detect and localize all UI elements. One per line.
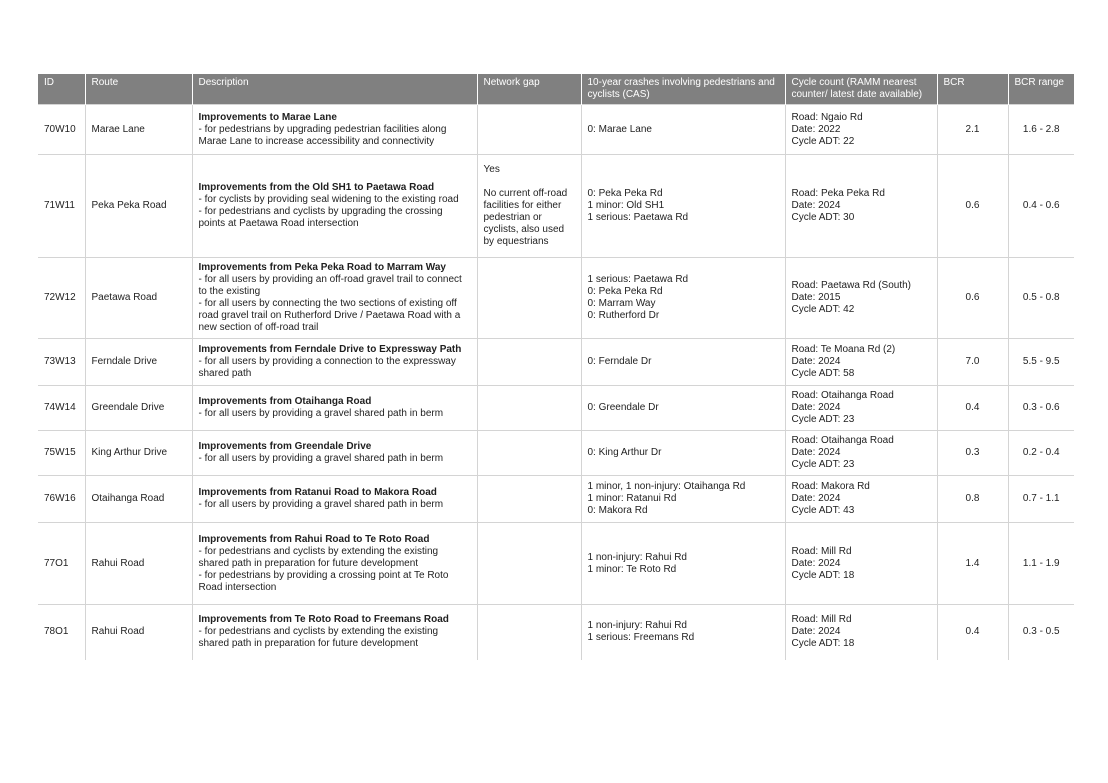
- cell-description: [192, 339, 477, 386]
- crash-entry: 1 non-injury: Rahui Rd: [587, 620, 687, 632]
- count-date: Date: 2022: [791, 123, 841, 135]
- cell-crashes: [581, 339, 785, 386]
- cell-description: [192, 523, 477, 605]
- count-road: Road: Paetawa Rd (South): [791, 280, 912, 291]
- description-line: - for pedestrians and cyclists by extending the existing shared path in preparation for future development: [198, 545, 439, 569]
- count-road: Road: Mill Rd: [791, 614, 852, 626]
- cell-id: 71W11: [38, 155, 85, 258]
- cell-id: 76W16: [38, 476, 85, 523]
- count-adt: Cycle ADT: 23: [791, 414, 855, 425]
- cell-id: 72W12: [38, 258, 85, 339]
- cell-bcr-range: 0.4 - 0.6: [1008, 155, 1074, 258]
- description-title: Improvements to Marae Lane: [198, 111, 337, 123]
- cell-description: [192, 476, 477, 523]
- header-bcr-range: BCR range: [1008, 74, 1074, 105]
- header-route: Route: [85, 74, 192, 105]
- cell-bcr: 0.6: [937, 155, 1008, 258]
- description-title: Improvements from Peka Peka Road to Marram Way: [198, 262, 446, 273]
- cell-crashes: [581, 431, 785, 476]
- description-line: - for pedestrians by upgrading pedestrian facilities along Marae Lane to increase accessibility and connectivity: [198, 123, 447, 147]
- count-road: Road: Ngaio Rd: [791, 111, 863, 123]
- description-line: - for pedestrians by providing a crossing point at Te Roto Road intersection: [198, 569, 449, 593]
- count-date: Date: 2024: [791, 447, 841, 458]
- cell-cycle-count: [785, 431, 937, 476]
- count-road: Road: Makora Rd: [791, 481, 870, 492]
- header-network-gap: Network gap: [477, 74, 581, 105]
- cell-network-gap: [477, 523, 581, 605]
- network-gap-flag: Yes: [483, 164, 500, 175]
- crash-entry: 0: Rutherford Dr: [587, 310, 660, 321]
- description-title: Improvements from Greendale Drive: [198, 441, 372, 452]
- count-adt: Cycle ADT: 18: [791, 569, 855, 581]
- header-id: ID: [38, 74, 85, 105]
- description-line: - for all users by providing an off-road gravel trail to connect to the existing: [198, 274, 462, 297]
- cell-route: Ferndale Drive: [85, 339, 192, 386]
- description-title: Improvements from Otaihanga Road: [198, 396, 372, 407]
- cell-description: [192, 431, 477, 476]
- count-adt: Cycle ADT: 18: [791, 638, 855, 650]
- cell-crashes: [581, 523, 785, 605]
- cell-crashes: [581, 105, 785, 155]
- description-title: Improvements from Te Roto Road to Freemans Road: [198, 614, 449, 626]
- cell-cycle-count: [785, 386, 937, 431]
- count-road: Road: Peka Peka Rd: [791, 188, 885, 199]
- cell-bcr: 7.0: [937, 339, 1008, 386]
- count-road: Road: Otaihanga Road: [791, 390, 894, 401]
- count-date: Date: 2024: [791, 356, 841, 367]
- cell-network-gap: [477, 605, 581, 660]
- count-adt: Cycle ADT: 58: [791, 368, 855, 379]
- cell-id: 77O1: [38, 523, 85, 605]
- table-row: [38, 105, 1074, 155]
- cell-bcr: 0.4: [937, 386, 1008, 431]
- cell-cycle-count: [785, 523, 937, 605]
- cell-network-gap: [477, 431, 581, 476]
- cell-bcr-range: 1.6 - 2.8: [1008, 105, 1074, 155]
- count-date: Date: 2024: [791, 493, 841, 504]
- cell-route: Otaihanga Road: [85, 476, 192, 523]
- cell-description: [192, 386, 477, 431]
- count-date: Date: 2024: [791, 402, 841, 413]
- cell-cycle-count: [785, 605, 937, 660]
- cell-id: 75W15: [38, 431, 85, 476]
- cell-route: Rahui Road: [85, 605, 192, 660]
- cell-route: King Arthur Drive: [85, 431, 192, 476]
- cell-bcr-range: 1.1 - 1.9: [1008, 523, 1074, 605]
- cell-cycle-count: [785, 339, 937, 386]
- description-title: Improvements from Ratanui Road to Makora Road: [198, 487, 437, 498]
- table-row: [38, 431, 1074, 476]
- cell-bcr: 2.1: [937, 105, 1008, 155]
- description-line: - for pedestrians and cyclists by upgrading the crossing points at Paetawa Road intersection: [198, 206, 443, 229]
- count-date: Date: 2024: [791, 200, 841, 211]
- cell-route: Rahui Road: [85, 523, 192, 605]
- count-date: Date: 2024: [791, 557, 841, 569]
- cell-bcr: 0.4: [937, 605, 1008, 660]
- crash-entry: 1 serious: Paetawa Rd: [587, 212, 689, 223]
- cell-cycle-count: [785, 258, 937, 339]
- header-crashes: 10-year crashes involving pedestrians and cyclists (CAS): [581, 74, 785, 105]
- cell-network-gap: [477, 339, 581, 386]
- description-title: Improvements from the Old SH1 to Paetawa Road: [198, 182, 435, 193]
- count-adt: Cycle ADT: 43: [791, 505, 855, 516]
- cell-bcr-range: 0.5 - 0.8: [1008, 258, 1074, 339]
- count-adt: Cycle ADT: 42: [791, 304, 855, 315]
- count-road: Road: Mill Rd: [791, 545, 852, 557]
- count-road: Road: Te Moana Rd (2): [791, 344, 896, 355]
- description-line: - for pedestrians and cyclists by extending the existing shared path in preparation for future development: [198, 626, 439, 650]
- crash-entry: 1 minor: Ratanui Rd: [587, 493, 677, 504]
- count-adt: Cycle ADT: 22: [791, 135, 855, 147]
- cell-route: Marae Lane: [85, 105, 192, 155]
- count-date: Date: 2024: [791, 626, 841, 638]
- description-line: - for all users by providing a gravel shared path in berm: [198, 408, 444, 419]
- projects-table: [38, 74, 1074, 660]
- description-title: Improvements from Ferndale Drive to Expressway Path: [198, 344, 462, 355]
- header-bcr: BCR: [937, 74, 1008, 105]
- cell-description: [192, 155, 477, 258]
- table-row: [38, 258, 1074, 339]
- crash-entry: 0: Marram Way: [587, 298, 656, 309]
- description-line: - for all users by providing a gravel shared path in berm: [198, 499, 444, 510]
- cell-crashes: [581, 155, 785, 258]
- cell-route: Peka Peka Road: [85, 155, 192, 258]
- crash-entry: 0: Greendale Dr: [587, 402, 659, 413]
- cell-cycle-count: [785, 105, 937, 155]
- crash-entry: 0: Peka Peka Rd: [587, 188, 663, 199]
- description-line: - for all users by providing a connection to the expressway shared path: [198, 356, 456, 379]
- cell-network-gap: [477, 258, 581, 339]
- table-row: [38, 339, 1074, 386]
- cell-network-gap: [477, 105, 581, 155]
- description-line: - for cyclists by providing seal widening to the existing road: [198, 194, 459, 205]
- crash-entry: 0: Ferndale Dr: [587, 356, 652, 367]
- cell-cycle-count: [785, 476, 937, 523]
- count-date: Date: 2015: [791, 292, 841, 303]
- crash-entry: 1 minor: Te Roto Rd: [587, 563, 677, 575]
- table-row: [38, 476, 1074, 523]
- description-line: - for all users by connecting the two sections of existing off road gravel trail on Rutherford Drive / Paetawa Road with a new section of off-road trail: [198, 298, 461, 333]
- cell-crashes: [581, 605, 785, 660]
- cell-route: Paetawa Road: [85, 258, 192, 339]
- cell-network-gap: [477, 155, 581, 258]
- cell-id: 78O1: [38, 605, 85, 660]
- cell-description: [192, 105, 477, 155]
- crash-entry: 0: Peka Peka Rd: [587, 286, 663, 297]
- crash-entry: 1 serious: Freemans Rd: [587, 632, 695, 644]
- cell-crashes: [581, 476, 785, 523]
- cell-bcr-range: 0.3 - 0.5: [1008, 605, 1074, 660]
- cell-crashes: [581, 258, 785, 339]
- cell-network-gap: [477, 386, 581, 431]
- description-line: - for all users by providing a gravel shared path in berm: [198, 453, 444, 464]
- table-row: [38, 523, 1074, 605]
- header-row: [38, 74, 1074, 105]
- count-road: Road: Otaihanga Road: [791, 435, 894, 446]
- cell-bcr: 0.8: [937, 476, 1008, 523]
- cell-route: Greendale Drive: [85, 386, 192, 431]
- crash-entry: 1 serious: Paetawa Rd: [587, 274, 689, 285]
- cell-cycle-count: [785, 155, 937, 258]
- table-row: [38, 386, 1074, 431]
- header-cycle-count: Cycle count (RAMM nearest counter/ latest date available): [785, 74, 937, 105]
- cell-bcr-range: 5.5 - 9.5: [1008, 339, 1074, 386]
- table-row: [38, 605, 1074, 660]
- cell-bcr-range: 0.7 - 1.1: [1008, 476, 1074, 523]
- cell-bcr: 1.4: [937, 523, 1008, 605]
- cell-bcr-range: 0.2 - 0.4: [1008, 431, 1074, 476]
- cell-bcr: 0.3: [937, 431, 1008, 476]
- description-title: Improvements from Rahui Road to Te Roto Road: [198, 533, 430, 545]
- count-adt: Cycle ADT: 23: [791, 459, 855, 470]
- header-description: Description: [192, 74, 477, 105]
- count-adt: Cycle ADT: 30: [791, 212, 855, 223]
- crash-entry: 1 minor: Old SH1: [587, 200, 665, 211]
- cell-bcr-range: 0.3 - 0.6: [1008, 386, 1074, 431]
- crash-entry: 1 minor, 1 non-injury: Otaihanga Rd: [587, 481, 746, 492]
- cell-id: 70W10: [38, 105, 85, 155]
- cell-description: [192, 605, 477, 660]
- cell-description: [192, 258, 477, 339]
- cell-id: 73W13: [38, 339, 85, 386]
- table-row: [38, 155, 1074, 258]
- network-gap-text: No current off-road facilities for either pedestrian or cyclists, also used by equestrians: [483, 188, 568, 247]
- cell-network-gap: [477, 476, 581, 523]
- cell-crashes: [581, 386, 785, 431]
- crash-entry: 0: Makora Rd: [587, 505, 648, 516]
- crash-entry: 0: Marae Lane: [587, 123, 652, 135]
- crash-entry: 1 non-injury: Rahui Rd: [587, 551, 687, 563]
- crash-entry: 0: King Arthur Dr: [587, 447, 662, 458]
- cell-id: 74W14: [38, 386, 85, 431]
- cell-bcr: 0.6: [937, 258, 1008, 339]
